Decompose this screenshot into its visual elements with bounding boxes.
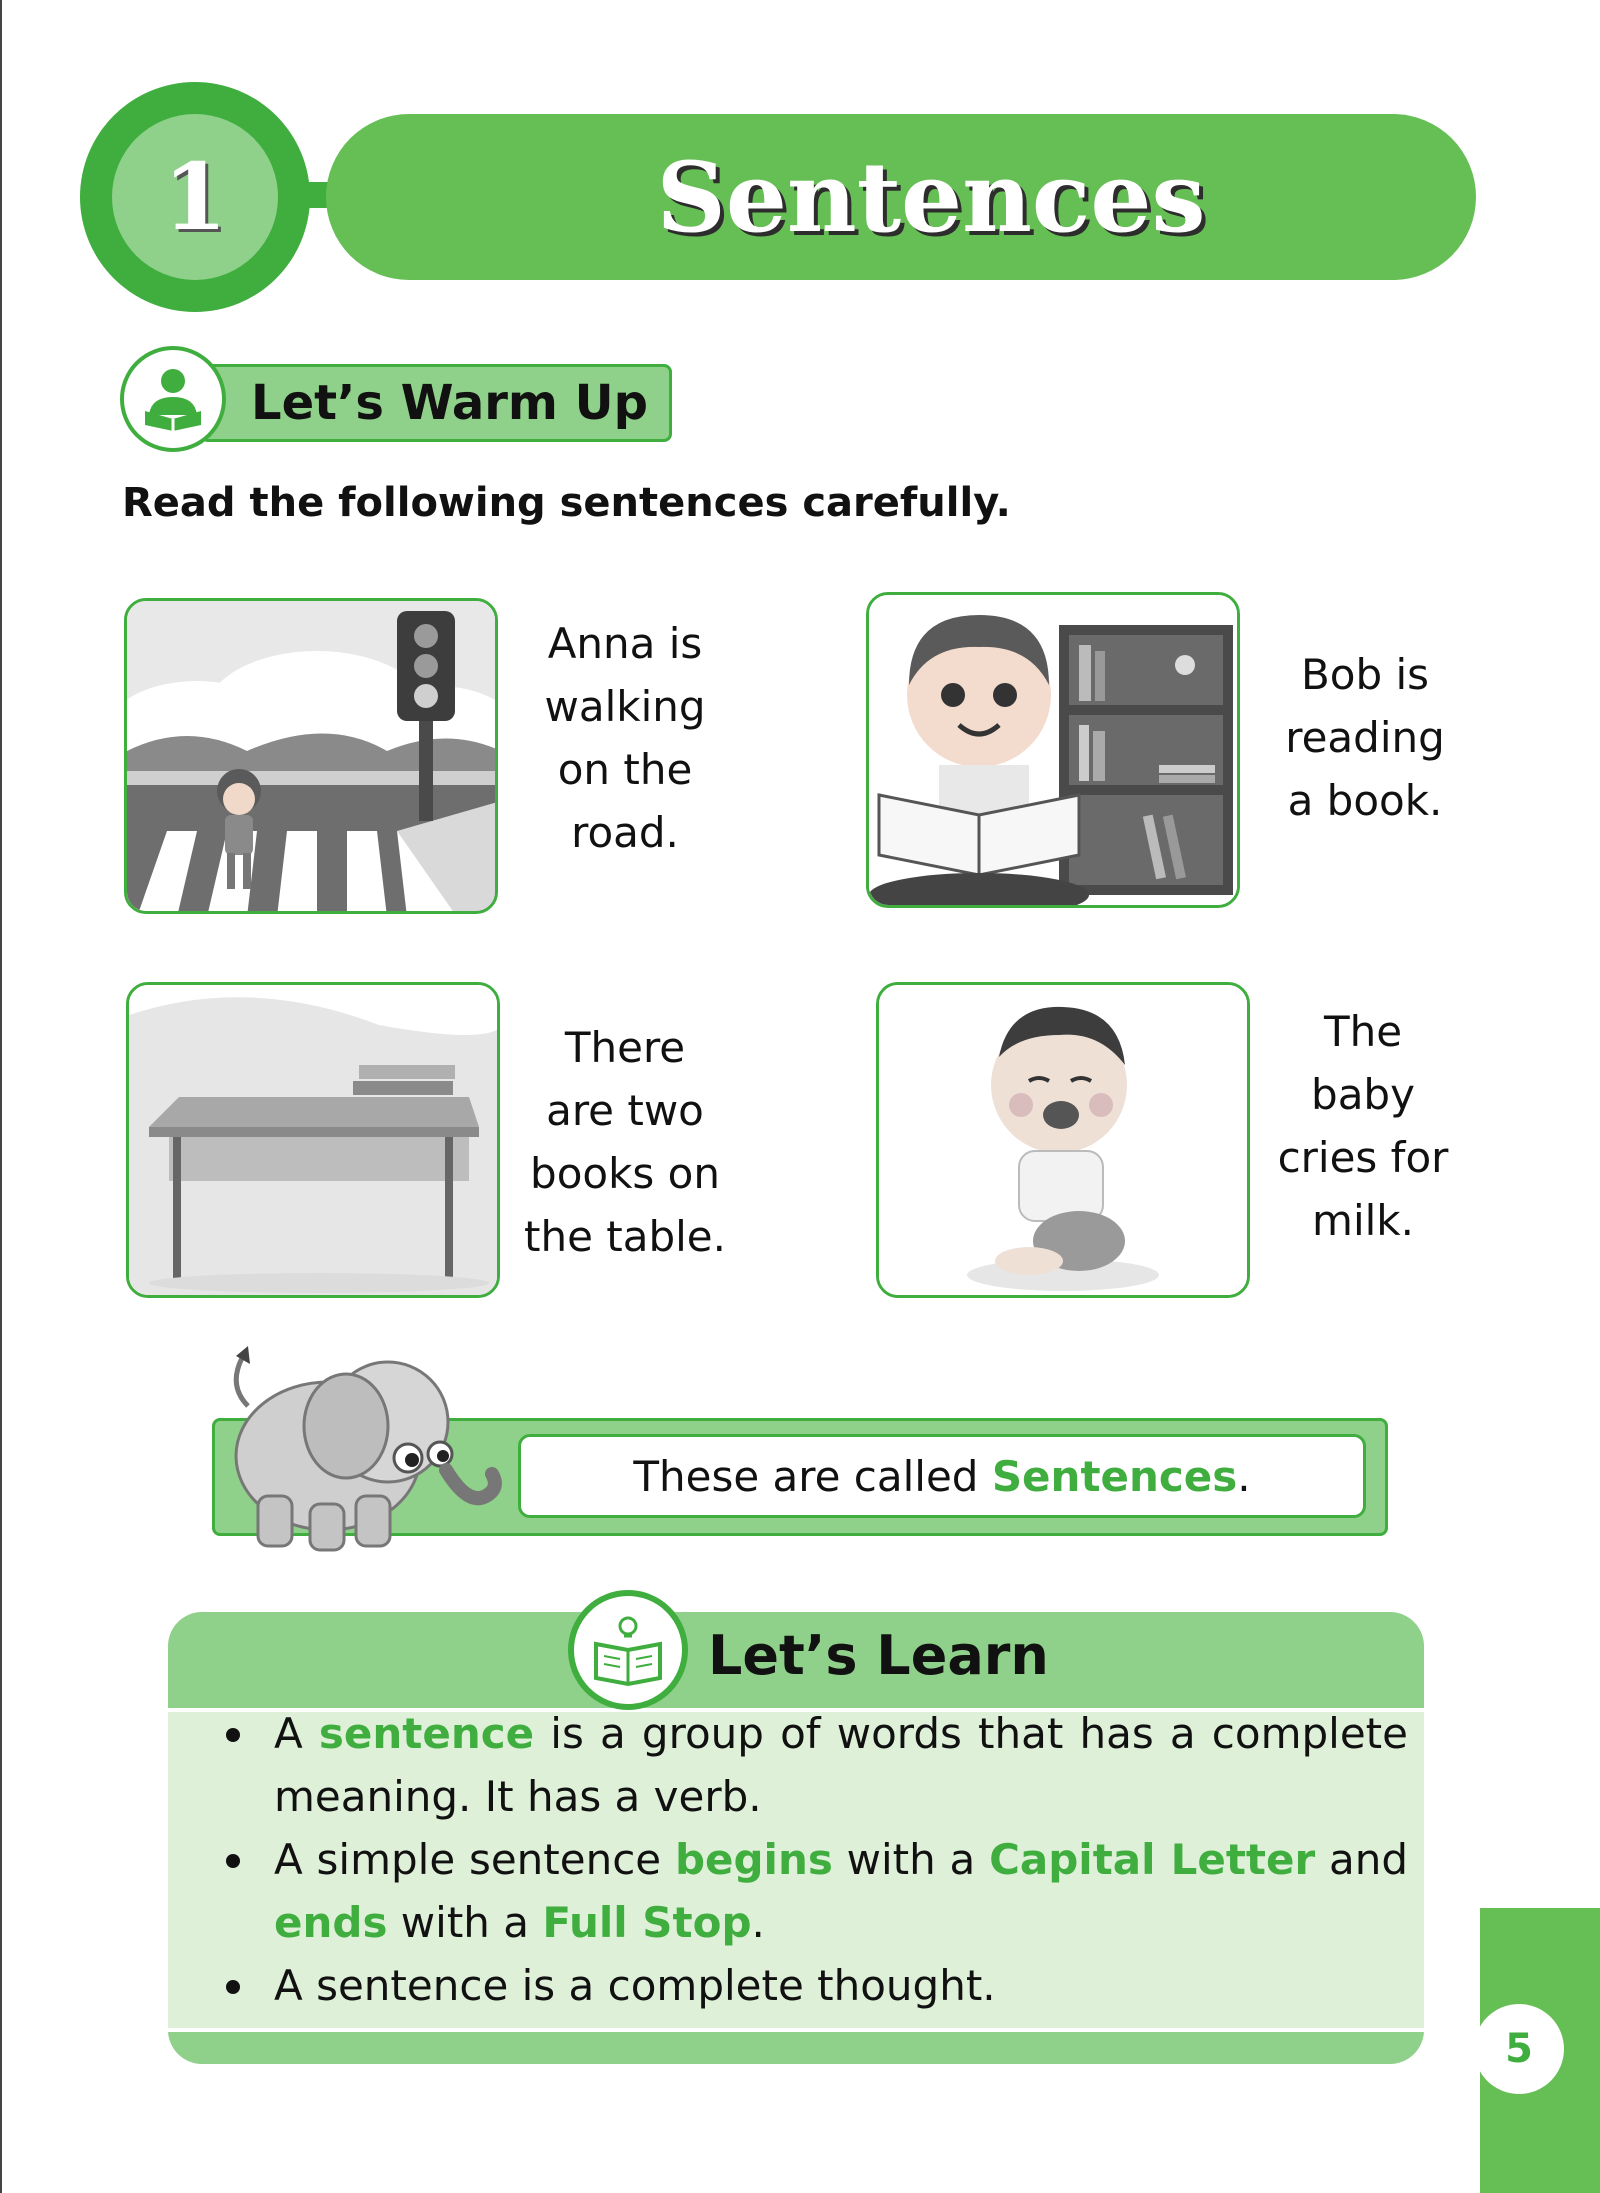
caption-line: Anna is — [547, 619, 703, 668]
caption-reading — [1250, 643, 1480, 832]
warm-up-tag — [200, 364, 672, 442]
caption-line: the table. — [523, 1212, 726, 1261]
instruction-text: Read the following sentences carefully. — [122, 480, 1011, 526]
point-highlight: sentence — [318, 1709, 535, 1758]
point-highlight: begins — [674, 1835, 833, 1884]
caption-line: books on — [530, 1149, 720, 1198]
point-text: . — [751, 1898, 765, 1947]
caption-line: walking — [544, 682, 706, 731]
table-books-illustration — [129, 985, 500, 1298]
callout-text — [518, 1434, 1366, 1518]
picture-card-table — [126, 982, 500, 1298]
chapter-banner — [326, 114, 1476, 280]
reader-icon — [120, 346, 226, 452]
caption-line: on the — [557, 745, 693, 794]
caption-line: road. — [571, 808, 679, 857]
point-text: A — [274, 1709, 319, 1758]
boy-reading-illustration — [869, 595, 1240, 908]
caption-line: milk. — [1312, 1196, 1414, 1245]
point-text: A sentence is a complete thought. — [274, 1961, 996, 2010]
page-edge — [0, 0, 2, 2193]
picture-card-reading — [866, 592, 1240, 908]
list-item — [212, 1702, 1422, 1828]
callout-suffix: . — [1237, 1451, 1251, 1501]
chapter-number: 1 — [112, 114, 278, 280]
warm-up-label: Let’s Warm Up — [251, 375, 648, 431]
caption-line: reading — [1285, 713, 1445, 762]
road-crossing-illustration — [127, 601, 498, 914]
caption-line: There — [564, 1023, 686, 1072]
picture-card-road — [124, 598, 498, 914]
picture-card-baby — [876, 982, 1250, 1298]
list-item — [212, 1828, 1422, 1954]
point-text: is a group of words that has a complete meaning. It has a verb. — [274, 1709, 1422, 1821]
elephant-illustration — [218, 1346, 508, 1556]
crying-baby-illustration — [879, 985, 1250, 1298]
point-text: and — [1315, 1835, 1422, 1884]
caption-baby — [1248, 1000, 1478, 1252]
point-highlight: Full Stop — [542, 1898, 752, 1947]
point-highlight: ends — [274, 1898, 388, 1947]
caption-road — [510, 612, 740, 864]
learn-title: Let’s Learn — [708, 1624, 1049, 1687]
book-lightbulb-icon — [568, 1590, 688, 1710]
point-text: A simple sentence — [274, 1835, 675, 1884]
point-text: with a — [387, 1898, 543, 1947]
caption-line: a book. — [1287, 776, 1443, 825]
page-number: 5 — [1474, 2004, 1564, 2094]
caption-line: Bob is — [1300, 650, 1430, 699]
learn-points — [212, 1702, 1422, 2017]
caption-line: are two — [546, 1086, 704, 1135]
point-highlight: Capital Letter — [989, 1835, 1316, 1884]
caption-line: baby — [1311, 1070, 1415, 1119]
list-item — [212, 1954, 1408, 2017]
callout-highlight: Sentences — [991, 1451, 1238, 1501]
caption-table — [510, 1016, 740, 1268]
caption-line: The — [1323, 1007, 1403, 1056]
callout-prefix: These are called — [633, 1451, 992, 1501]
caption-line: cries for — [1277, 1133, 1449, 1182]
point-text: with a — [832, 1835, 990, 1884]
chapter-title: Sentences — [656, 140, 1206, 254]
